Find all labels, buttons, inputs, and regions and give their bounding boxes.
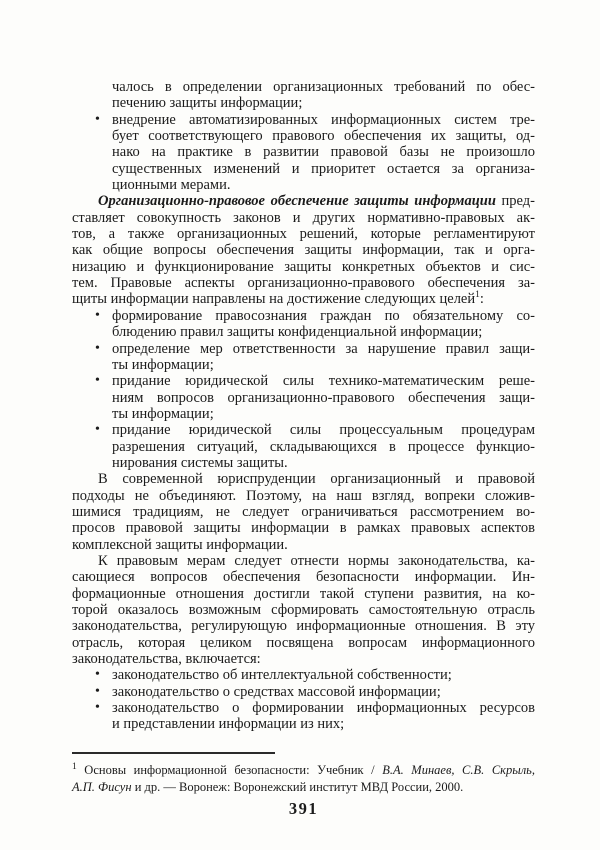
text-line	[72, 259, 535, 275]
bullet-marker-icon: •	[95, 700, 100, 716]
text-segment: законодательство о формировании информационных ресурсов	[112, 700, 535, 717]
list-item	[72, 700, 535, 733]
text-line	[72, 95, 535, 111]
list-item	[72, 308, 535, 341]
text-segment: законодательства, включается:	[72, 651, 261, 668]
text-segment: придание юридической силы процессуальным процедурам	[112, 422, 535, 439]
text-segment: В.А. Минаев, С.В. Скрыль,	[382, 762, 535, 777]
text-segment: законодательство о средствах массовой информации;	[112, 683, 441, 700]
text-line	[72, 569, 535, 585]
footnote-text	[72, 762, 535, 797]
bullet-list	[72, 308, 535, 471]
text-line	[72, 504, 535, 520]
text-segment: щиты информации направлены на достижение следующих целей	[72, 291, 476, 308]
text-segment: законодательства, регулирующую информационные отношения. В эту	[72, 618, 535, 635]
text-line	[72, 667, 535, 683]
text-segment: и др. — Воронеж: Воронежский институт МВД России, 2000.	[131, 780, 464, 794]
list-item	[72, 667, 535, 683]
text-segment: и представлении информации из них;	[112, 716, 345, 733]
text-segment: Основы информационной безопасности: Учебник /	[76, 762, 383, 777]
text-segment: придание юридической силы технико-математическим реше-	[112, 373, 535, 390]
text-line	[72, 455, 535, 471]
text-segment: определение мер ответственности за нарушение правил защи-	[112, 340, 535, 357]
superscript-ref: 1	[475, 290, 480, 301]
text-line	[72, 128, 535, 144]
text-line	[72, 779, 535, 797]
text-segment: ставляет совокупность законов и других нормативно-правовых ак-	[72, 209, 535, 226]
footnote	[72, 752, 535, 797]
bullet-marker-icon: •	[95, 667, 100, 683]
list-item	[72, 373, 535, 422]
text-segment: печению защиты информации;	[112, 95, 303, 112]
bullet-marker-icon: •	[95, 683, 100, 699]
bullet-marker-icon: •	[95, 307, 100, 323]
text-line	[72, 324, 535, 340]
text-line	[72, 275, 535, 291]
text-line	[72, 161, 535, 177]
paragraph	[72, 79, 535, 112]
text-segment: внедрение автоматизированных информационных систем тре-	[112, 111, 535, 128]
text-segment: чалось в определении организационных требований по обес-	[112, 79, 535, 95]
text-segment: :	[479, 291, 484, 308]
text-segment: разрешения ситуаций, складывающихся в процессе функцио-	[112, 438, 535, 455]
list-item	[72, 422, 535, 471]
text-line	[72, 716, 535, 732]
text-line	[72, 602, 535, 618]
text-line	[72, 618, 535, 634]
text-line	[72, 112, 535, 128]
text-line	[72, 406, 535, 422]
paragraph	[72, 471, 535, 553]
text-segment: отрасль, которая целиком посвящена вопросам информационного	[72, 634, 535, 651]
bullet-list	[72, 112, 535, 194]
text-line	[72, 226, 535, 242]
text-line	[72, 144, 535, 160]
text-line	[72, 520, 535, 536]
list-item	[72, 341, 535, 374]
footnote-rule	[72, 752, 275, 754]
text-segment: нирования системы защиты.	[112, 454, 288, 471]
text-line	[72, 684, 535, 700]
list-item	[72, 112, 535, 194]
text-line	[72, 291, 535, 307]
text-segment: тем. Правовые аспекты организационно-правового обеспечения за-	[72, 275, 535, 292]
text-segment: ниям вопросов организационно-правового обеспечения защи-	[112, 389, 535, 406]
bullet-marker-icon: •	[95, 111, 100, 127]
text-segment: тов, а также организационных решений, которые регламентируют	[72, 226, 535, 243]
text-segment: подходы не объединяют. Поэтому, на наш взгляд, вопреки сложив-	[72, 487, 535, 504]
text-segment: нако на практике в развитии правовой базы не произошло	[112, 144, 535, 161]
text-segment: В современной юриспруденции организационный и правовой	[98, 471, 535, 488]
text-line	[72, 373, 535, 389]
text-segment: А.П. Фисун	[72, 780, 132, 794]
text-segment: формирование правосознания граждан по обязательному со-	[112, 307, 535, 324]
text-segment: бует соответствующего правового обеспечения их защиты, од-	[112, 128, 535, 145]
text-segment: Организационно-правовое обеспечение защиты информации	[98, 193, 496, 210]
bullet-list	[72, 667, 535, 732]
page-body	[72, 79, 535, 733]
text-line	[72, 341, 535, 357]
text-segment: ты информации;	[112, 405, 214, 422]
text-segment: как общие вопросы обеспечения защиты информации, так и орга-	[72, 242, 535, 259]
text-segment: низацию и функционирование защиты конкретных объектов и сис-	[72, 258, 535, 275]
paragraph	[72, 193, 535, 307]
page-number: 391	[288, 799, 319, 818]
text-segment: существенных изменений и приоритет остается за организа-	[112, 160, 535, 177]
text-line	[72, 79, 535, 95]
bullet-marker-icon: •	[95, 422, 100, 438]
text-line	[72, 762, 535, 780]
bullet-marker-icon: •	[95, 340, 100, 356]
text-segment: блюдению правил защиты конфиденциальной информации;	[112, 324, 483, 341]
text-line	[72, 700, 535, 716]
text-line	[72, 651, 535, 667]
superscript-ref: 1	[72, 761, 77, 772]
text-segment: законодательство об интеллектуальной собственности;	[112, 667, 452, 684]
text-line	[72, 471, 535, 487]
paragraph	[72, 553, 535, 667]
text-segment: сающиеся вопросов обеспечения безопасности информации. Ин-	[72, 569, 535, 586]
text-segment: торой оказалось возможным сформировать самостоятельную отрасль	[72, 602, 535, 618]
text-segment: шимися традициям, не следует ограничиваться рассмотрением во-	[72, 503, 535, 520]
text-line	[72, 553, 535, 569]
text-segment: просов правовой защиты информации в рамках правовых аспектов	[72, 520, 535, 537]
text-line	[72, 537, 535, 553]
text-line	[72, 390, 535, 406]
text-line	[72, 308, 535, 324]
text-line	[72, 357, 535, 373]
text-segment: пред-	[495, 193, 535, 210]
list-item	[72, 684, 535, 700]
text-segment: ты информации;	[112, 356, 214, 373]
text-line	[72, 586, 535, 602]
text-segment: К правовым мерам следует отнести нормы законодательства, ка-	[98, 552, 535, 569]
text-line	[72, 210, 535, 226]
text-line	[72, 422, 535, 438]
text-line	[72, 488, 535, 504]
text-line	[72, 635, 535, 651]
text-segment: формационные отношения достигли такой ступени развития, на ко-	[72, 585, 535, 602]
text-line	[72, 439, 535, 455]
bullet-marker-icon: •	[95, 373, 100, 389]
text-line	[72, 177, 535, 193]
text-segment: ционными мерами.	[112, 177, 231, 194]
text-line	[72, 193, 535, 209]
text-line	[72, 242, 535, 258]
text-segment: комплексной защиты информации.	[72, 536, 288, 553]
